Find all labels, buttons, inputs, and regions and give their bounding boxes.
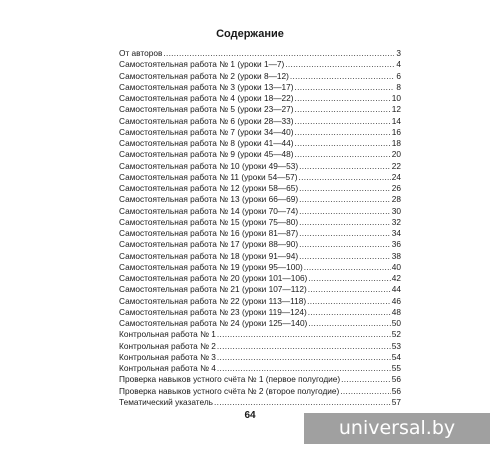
toc-leader-dots	[299, 194, 391, 205]
toc-entry-title: Самостоятельная работа № 8 (уроки 41—44)	[119, 138, 294, 148]
toc-entry-page: 46	[391, 295, 401, 306]
toc-leader-dots	[299, 183, 391, 194]
toc-entry	[119, 341, 401, 352]
toc-entry	[119, 48, 401, 59]
toc-entry-page: 55	[391, 363, 401, 373]
toc-entry	[119, 138, 401, 149]
toc-entry-page: 54	[391, 351, 401, 362]
toc-leader-dots	[308, 284, 391, 295]
toc-entry	[119, 251, 401, 262]
toc-entry-page: 53	[391, 340, 401, 351]
toc-entry-page: 57	[391, 396, 401, 407]
toc-entry-page: 24	[391, 171, 401, 182]
toc-entry-page: 16	[391, 126, 401, 137]
toc-leader-dots	[294, 93, 390, 104]
toc-entry-title: Самостоятельная работа № 2 (уроки 8—12)	[119, 70, 289, 81]
toc-entry	[119, 217, 401, 228]
page-title: Содержание	[216, 28, 284, 40]
table-of-contents	[119, 48, 401, 408]
page-number: 64	[244, 410, 256, 421]
toc-entry-title: Тематический указатель	[119, 396, 214, 407]
toc-entry-page: 48	[391, 306, 401, 317]
toc-entry	[119, 161, 401, 172]
toc-leader-dots	[217, 352, 391, 363]
toc-entry-title: Самостоятельная работа № 7 (уроки 34—40)	[119, 126, 294, 137]
toc-entry	[119, 329, 401, 340]
toc-entry-page: 18	[391, 138, 401, 148]
toc-leader-dots	[308, 318, 390, 329]
toc-leader-dots	[294, 116, 390, 127]
toc-entry-title: Самостоятельная работа № 20 (уроки 101—106)	[119, 273, 308, 283]
toc-entry-title: Самостоятельная работа № 6 (уроки 28—33)	[119, 115, 294, 126]
toc-entry	[119, 71, 401, 82]
toc-entry-page: 42	[391, 273, 401, 283]
toc-entry	[119, 183, 401, 194]
toc-entry-page: 38	[391, 250, 401, 261]
toc-entry-title: Самостоятельная работа № 15 (уроки 75—80)	[119, 216, 299, 227]
toc-leader-dots	[299, 217, 391, 228]
toc-entry-title: Самостоятельная работа № 3 (уроки 13—17)	[119, 81, 294, 92]
toc-entry-title: Контрольная работа № 1	[119, 329, 216, 340]
toc-entry-title: Самостоятельная работа № 23 (уроки 119—124)	[119, 306, 307, 317]
toc-entry-page: 10	[391, 93, 401, 103]
toc-leader-dots	[285, 59, 394, 70]
toc-entry-title: Самостоятельная работа № 18 (уроки 91—94)	[119, 250, 299, 261]
toc-entry	[119, 206, 401, 217]
toc-entry-page: 20	[391, 149, 401, 160]
toc-entry-title: Самостоятельная работа № 22 (уроки 113—118)	[119, 295, 307, 306]
toc-leader-dots	[290, 71, 394, 82]
toc-leader-dots	[299, 206, 391, 217]
toc-entry-title: Самостоятельная работа № 1 (уроки 1—7)	[119, 59, 285, 70]
toc-entry-title: Самостоятельная работа № 14 (уроки 70—74)	[119, 205, 299, 216]
toc-entry-page: 56	[391, 385, 401, 396]
toc-entry	[119, 374, 401, 385]
toc-entry	[119, 363, 401, 374]
toc-entry-title: Контрольная работа № 3	[119, 351, 216, 362]
toc-entry	[119, 104, 401, 115]
toc-entry	[119, 93, 401, 104]
toc-entry-page: 56	[391, 374, 401, 385]
toc-entry-title: Контрольная работа № 4	[119, 363, 216, 373]
toc-entry-page: 28	[391, 194, 401, 205]
toc-entry-title: Проверка навыков устного счёта № 1 (первое полугодие)	[119, 374, 341, 385]
toc-leader-dots	[308, 307, 391, 318]
toc-entry	[119, 172, 401, 183]
toc-entry	[119, 284, 401, 295]
toc-entry-page: 12	[391, 104, 401, 115]
toc-entry-title: От авторов	[119, 48, 163, 58]
watermark: universal.by	[304, 413, 490, 444]
toc-entry	[119, 296, 401, 307]
toc-entry-title: Самостоятельная работа № 11 (уроки 54—57)	[119, 171, 298, 182]
toc-entry-title: Контрольная работа № 2	[119, 340, 216, 351]
toc-entry-page: 22	[391, 160, 401, 171]
toc-entry	[119, 239, 401, 250]
toc-entry	[119, 262, 401, 273]
toc-entry-page: 50	[391, 318, 401, 328]
toc-entry-page: 30	[391, 205, 401, 216]
toc-leader-dots	[307, 296, 391, 307]
toc-entry-title: Самостоятельная работа № 10 (уроки 49—53)	[119, 160, 299, 171]
toc-entry-title: Самостоятельная работа № 24 (уроки 125—140)	[119, 318, 308, 328]
toc-leader-dots	[341, 374, 391, 385]
toc-entry-title: Самостоятельная работа № 4 (уроки 18—22)	[119, 93, 294, 103]
toc-entry-title: Самостоятельная работа № 12 (уроки 58—65)	[119, 183, 299, 193]
toc-entry-page: 40	[391, 261, 401, 272]
toc-leader-dots	[294, 138, 390, 149]
toc-entry-page: 26	[391, 183, 401, 193]
toc-leader-dots	[299, 161, 391, 172]
toc-entry-title: Самостоятельная работа № 17 (уроки 88—90)	[119, 239, 299, 250]
toc-leader-dots	[304, 262, 391, 273]
toc-entry	[119, 127, 401, 138]
toc-entry	[119, 82, 401, 93]
toc-entry-title: Самостоятельная работа № 19 (уроки 95—100)	[119, 261, 303, 272]
toc-entry-page: 52	[391, 329, 401, 340]
toc-entry	[119, 273, 401, 284]
toc-entry-title: Самостоятельная работа № 21 (уроки 107—112)	[119, 284, 307, 295]
toc-entry-page: 4	[396, 59, 401, 70]
toc-entry	[119, 386, 401, 397]
toc-leader-dots	[214, 397, 391, 408]
toc-leader-dots	[308, 273, 390, 284]
toc-entry	[119, 397, 401, 408]
toc-entry-page: 3	[396, 48, 401, 58]
toc-leader-dots	[294, 127, 390, 138]
toc-entry-page: 6	[396, 70, 401, 81]
toc-leader-dots	[294, 149, 390, 160]
toc-leader-dots	[217, 341, 391, 352]
toc-leader-dots	[299, 228, 391, 239]
toc-entry	[119, 228, 401, 239]
toc-leader-dots	[299, 239, 391, 250]
toc-leader-dots	[294, 82, 394, 93]
toc-entry-page: 36	[391, 239, 401, 250]
toc-entry	[119, 352, 401, 363]
toc-leader-dots	[217, 363, 391, 374]
toc-entry	[119, 116, 401, 127]
toc-entry-title: Самостоятельная работа № 5 (уроки 23—27)	[119, 104, 294, 115]
toc-leader-dots	[299, 251, 391, 262]
toc-entry-title: Самостоятельная работа № 16 (уроки 81—87)	[119, 228, 299, 238]
toc-entry-title: Самостоятельная работа № 9 (уроки 45—48)	[119, 149, 294, 160]
toc-entry	[119, 307, 401, 318]
toc-entry-page: 34	[391, 228, 401, 238]
toc-leader-dots	[294, 104, 390, 115]
toc-entry-title: Проверка навыков устного счёта № 2 (второе полугодие)	[119, 385, 340, 396]
toc-entry-page: 8	[396, 81, 401, 92]
toc-entry-page: 14	[391, 115, 401, 126]
toc-entry	[119, 59, 401, 70]
toc-entry-page: 44	[391, 284, 401, 295]
toc-entry-title: Самостоятельная работа № 13 (уроки 66—69)	[119, 194, 299, 205]
toc-leader-dots	[340, 386, 390, 397]
toc-entry	[119, 318, 401, 329]
toc-entry-page: 32	[391, 216, 401, 227]
toc-leader-dots	[217, 329, 391, 340]
toc-entry	[119, 149, 401, 160]
toc-leader-dots	[298, 172, 390, 183]
toc-leader-dots	[163, 48, 394, 59]
toc-entry	[119, 194, 401, 205]
